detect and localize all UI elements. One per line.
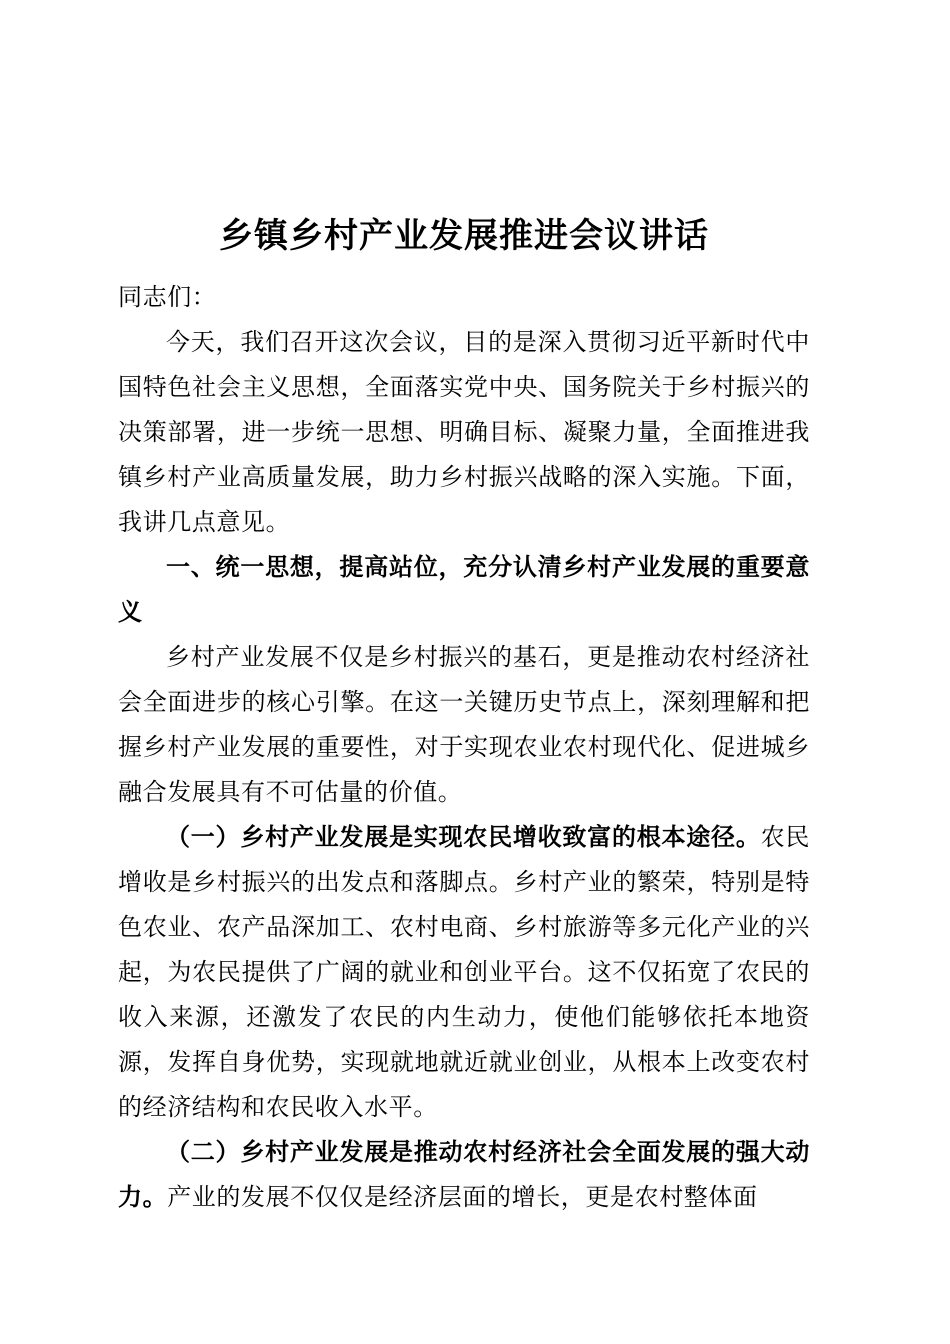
document-title: 乡镇乡村产业发展推进会议讲话 (219, 216, 709, 256)
point-1-paragraph (118, 815, 810, 1130)
point-2-paragraph (118, 1130, 810, 1220)
document-body (118, 275, 810, 1220)
section-1-heading: 一、统一思想，提高站位，充分认清乡村产业发展的重要意义 (118, 553, 810, 626)
intro-paragraph: 今天，我们召开这次会议，目的是深入贯彻习近平新时代中国特色社会主义思想，全面落实党中央、国务院关于乡村振兴的决策部署，进一步统一思想、明确目标、凝聚力量，全面推进我镇乡村产业高质量发展，助力乡村振兴战略的深入实施。下面，我讲几点意见。 (118, 328, 810, 536)
point-1-lead: （一）乡村产业发展是实现农民增收致富的根本途径。 (166, 823, 761, 851)
section-1-paragraph: 乡村产业发展不仅是乡村振兴的基石，更是推动农村经济社会全面进步的核心引擎。在这一关键历史节点上，深刻理解和把握乡村产业发展的重要性，对于实现农业农村现代化、促进城乡融合发展具有不可估量的价值。 (118, 643, 810, 806)
salutation: 同志们： (118, 283, 217, 311)
point-2-lead: （二）乡村产业发展是推动农村经济社会全面发展的强大动力。 (118, 1138, 810, 1211)
point-2-text: 产业的发展不仅仅是经济层面的增长，更是农村整体面 (167, 1183, 758, 1211)
point-1-text: 农民增收是乡村振兴的出发点和落脚点。乡村产业的繁荣，特别是特色农业、农产品深加工、农村电商、乡村旅游等多元化产业的兴起，为农民提供了广阔的就业和创业平台。这不仅拓宽了农民的收入来源，还激发了农民的内生动力，使他们能够依托本地资源，发挥自身优势，实现就地就近就业创业，从根本上改变农村的经济结构和农民收入水平。 (118, 823, 811, 1121)
